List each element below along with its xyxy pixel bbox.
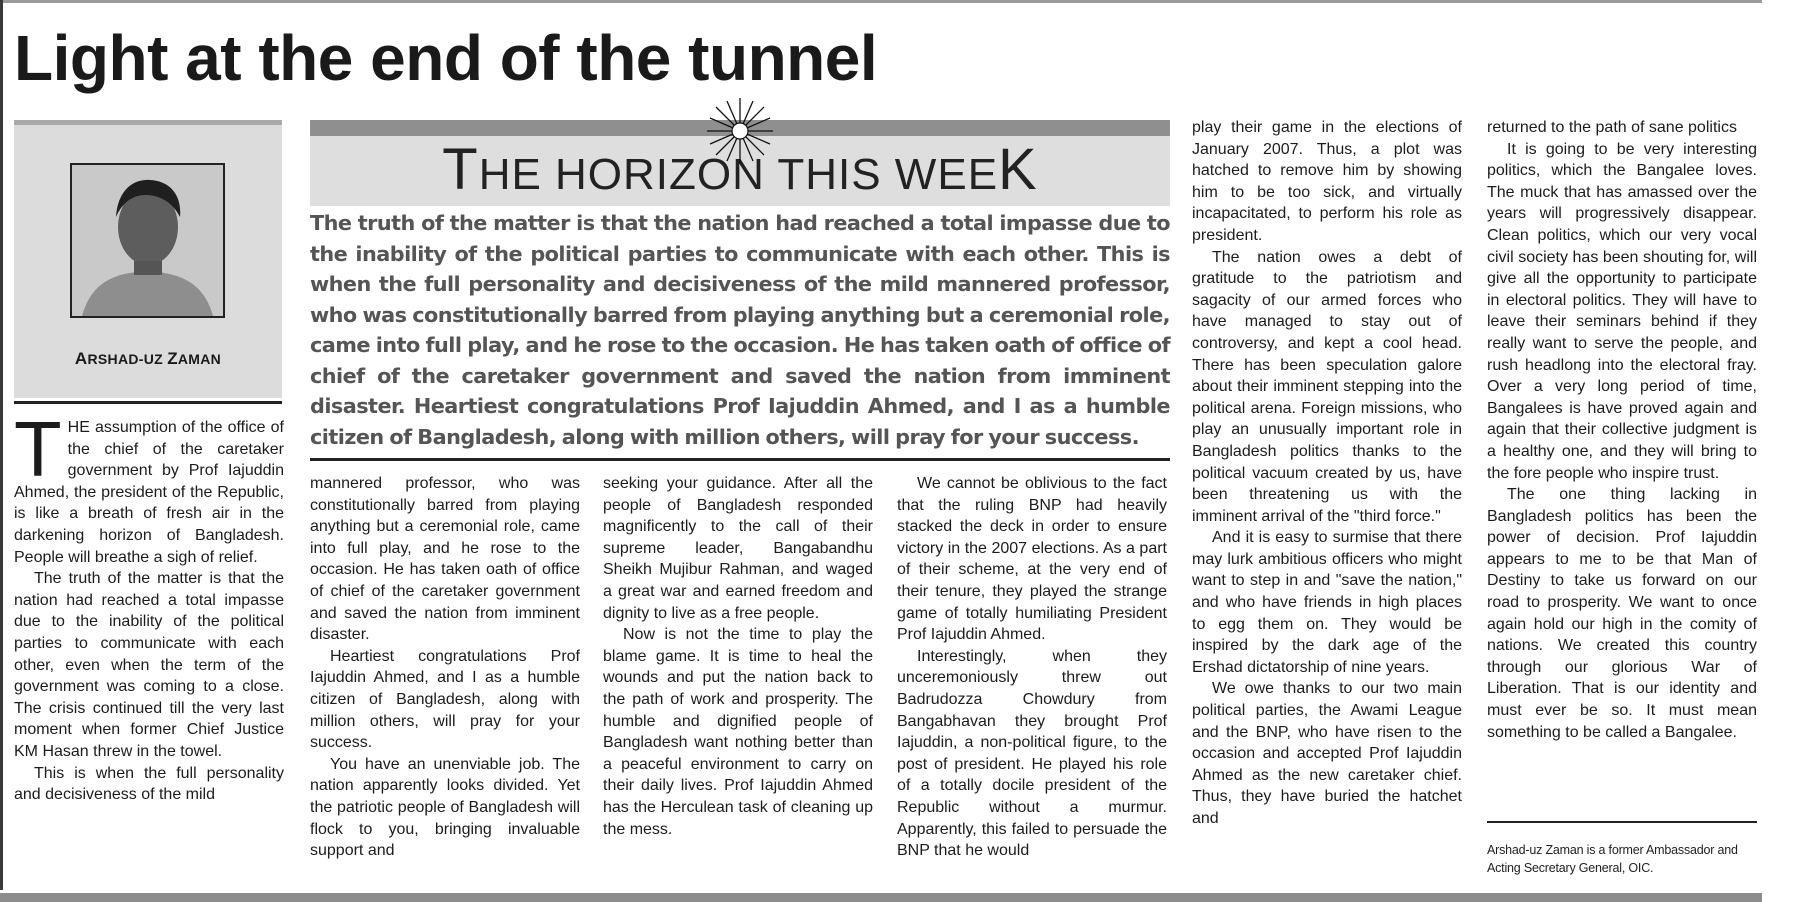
paragraph: THE assumption of the office of the chief of the caretaker government by Prof Iajuddin Ahmed, the president of the Republic, is like a breath of fresh air in the darkening horizon of Bangladesh. People will breathe a sigh of relief.: [14, 405, 284, 566]
pull-quote: The truth of the matter is that the nation had reached a total impasse due to the inability of the political parties to communicate with each other. This is when the full personality and decisiveness of the mild mannered professor, who was constitutionally barred from playing anything but a ceremonial role, came into full play, and he rose to the occasion. He has taken oath of office of chief of the caretaker government and saved the nation from imminent disaster. Heartiest congratulations Prof Iajuddin Ahmed, and I as a humble citizen of Bangladesh, along with million others, will pray for your success.: [310, 211, 1170, 449]
paragraph: Heartiest congratulations Prof Iajuddin Ahmed, and I as a humble citizen of Bangladesh, along with million others, will pray for your success.: [310, 647, 580, 752]
bio-divider: [1487, 821, 1757, 823]
left-rule: [0, 0, 3, 890]
top-rule: [0, 0, 1762, 3]
paragraph: The one thing lacking in Bangladesh politics has been the power of decision. Prof Iajuddin appears to me to be that Man of Destiny to take us forward on our road to prosperity. We want to once again hold our high in the comity of nations. We created this country through our glorious War of Liberation. That is our identity and must ever be so. It must mean something to be called a Bangalee.: [1487, 486, 1757, 741]
author-name: ARSHAD-UZ ZAMAN: [74, 349, 222, 368]
paragraph: Now is not the time to play the blame game. It is time to heal the wounds and put the nation back to the path of work and prosperity. The humble and dignified people of Bangladesh want nothing better than a peaceful environment to carry on their daily lives. Prof Iajuddin Ahmed has the Herculean task of cleaning up the mess.: [603, 626, 873, 838]
paragraph: It is going to be very interesting politics, which the Bangalee loves. The muck that has amassed over the years will progressively disappear. Clean politics, which our very vocal civil society has been shouting for, will give all the opportunity to participate in electoral politics. They will have to leave their seminars behind if they really want to serve the people, and rush headlong into the electoral fray. Over a very long period of time, Bangalees is have proved again and again that their collective judgment is a healthy one, and they will bring to the fore people who inspire trust.: [1487, 140, 1757, 482]
section-title: THE HORIZON THIS WEEK: [442, 137, 1038, 202]
paragraph: We cannot be oblivious to the fact that the ruling BNP had heavily stacked the deck in order to ensure victory in the 2007 elections. As a part of their scheme, at the very end of their tenure, they played the strange game of totally humiliating President Prof Iajuddin Ahmed.: [897, 475, 1167, 644]
starburst-icon: [705, 96, 775, 166]
drop-cap: T: [14, 405, 62, 493]
paragraph: play their game in the elections of January 2007. Thus, a plot was hatched to remove him by showing him to be too sick, and virtually incapacitated, to perform his role as president.: [1192, 119, 1462, 244]
pullquote-rule: [310, 458, 1170, 461]
author-divider: [14, 401, 282, 404]
article-column-4: [897, 473, 1167, 862]
article-column-3: [603, 473, 873, 840]
paragraph: The truth of the matter is that the nation had reached a total impasse due to the inability of the political parties to communicate with each other, even when the term of the government was coming to a close. The crisis continued till the very last moment when former Chief Justice KM Hasan threw in the towel.: [14, 570, 284, 760]
paragraph: And it is easy to surmise that there may lurk ambitious officers who might want to step in and "save the nation," and who have friends in high places to egg them on. They would be inspired by the dark age of the Ershad dictatorship of nine years.: [1192, 529, 1462, 676]
portrait-photo-icon: [72, 165, 223, 316]
paragraph: You have an unenviable job. The nation apparently looks divided. Yet the patriotic people of Bangladesh will flock to you, bringing invaluable support and: [310, 755, 580, 860]
paragraph: returned to the path of sane politics: [1487, 119, 1737, 136]
article-headline: Light at the end of the tunnel: [14, 22, 878, 94]
article-column-2: [310, 473, 580, 862]
article-column-5: [1192, 117, 1462, 830]
paragraph: The nation owes a debt of gratitude to the patriotism and sagacity of our armed forces who have managed to stay out of controversy, and kept a cool head. There has been speculation galore about their imminent stepping into the political arena. Foreign missions, who play an unusually important role in Bangladesh politics thanks to the political vacuum created by us, have been threatening us with the imminent arrival of the "third force.": [1192, 248, 1462, 525]
author-box: [14, 120, 282, 398]
paragraph: This is when the full personality and decisiveness of the mild: [14, 764, 284, 804]
article-column-1: [14, 405, 284, 806]
paragraph: mannered professor, who was constitutionally barred from playing anything but a ceremonial role, came into full play, and he rose to the occasion. He has taken oath of office of chief of the caretaker government and saved the nation from imminent disaster.: [310, 475, 580, 644]
author-portrait-photo: [70, 163, 225, 318]
paragraph: Interestingly, when they unceremoniously threw out Badrudozza Chowdury from Bangabhavan they brought Prof Iajuddin, a non-political figure, to the post of president. He played his role of a totally docile president of the Republic without a murmur. Apparently, this failed to persuade the BNP that he would: [897, 647, 1167, 860]
paragraph: We owe thanks to our two main political parties, the Awami League and the BNP, who have risen to the occasion and accepted Prof Iajuddin Ahmed as the new caretaker chief. Thus, they have buried the hatchet and: [1192, 680, 1462, 827]
article-column-6: [1487, 117, 1757, 743]
author-bio: Arshad-uz Zaman is a former Ambassador and Acting Secretary General, OIC.: [1487, 843, 1738, 875]
bottom-rule: [0, 893, 1762, 902]
paragraph: seeking your guidance. After all the people of Bangladesh responded magnificently to the call of their supreme leader, Bangabandhu Sheikh Mujibur Rahman, and waged a great war and earned freedom and dignity to live as a free people.: [603, 475, 873, 622]
